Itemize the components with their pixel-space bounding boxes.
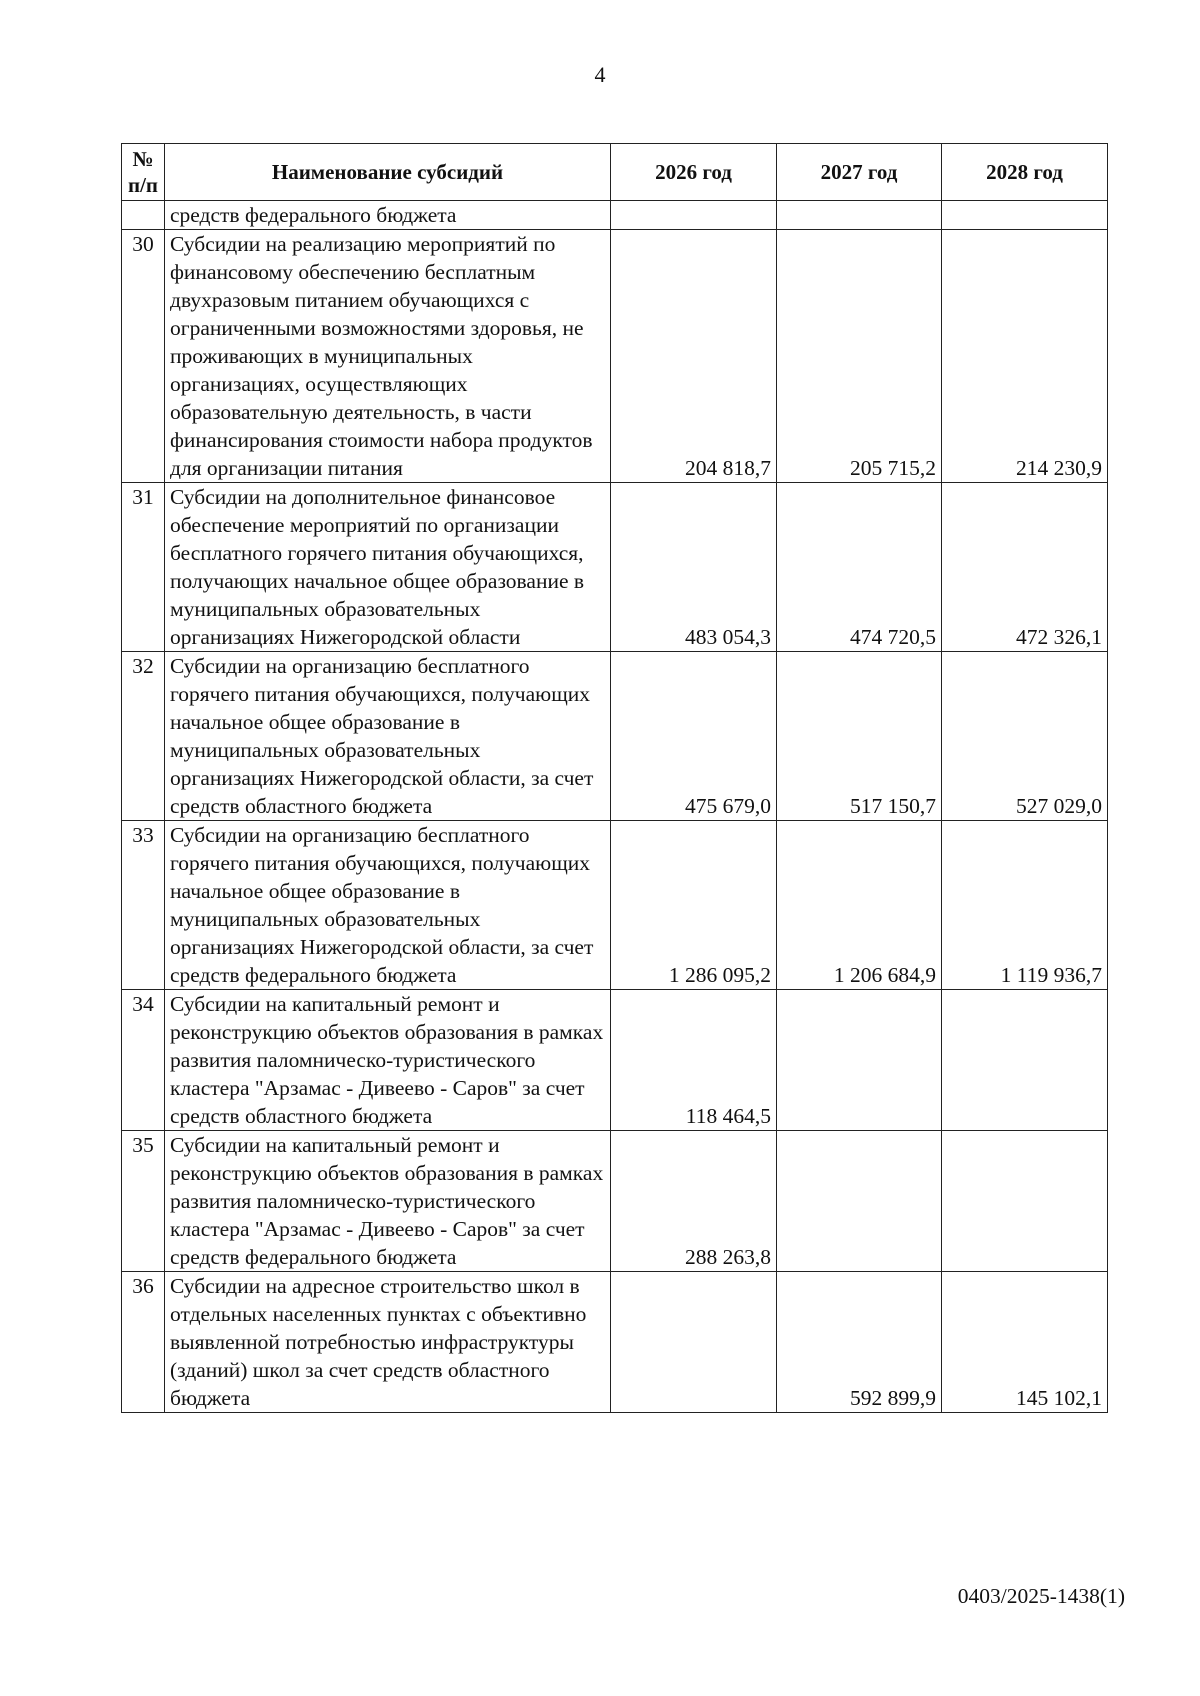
continuation-2028 [942, 201, 1108, 230]
row-number: 36 [122, 1272, 165, 1413]
value-2028: 214 230,9 [942, 230, 1108, 483]
table-row [122, 652, 1108, 821]
header-no: № п/п [122, 144, 165, 201]
value-2027 [777, 990, 942, 1131]
table-row [122, 1131, 1108, 1272]
table-row [122, 230, 1108, 483]
table-row [122, 821, 1108, 990]
row-number: 31 [122, 483, 165, 652]
value-2026: 475 679,0 [611, 652, 777, 821]
value-2028 [942, 990, 1108, 1131]
continuation-no [122, 201, 165, 230]
page-number: 4 [594, 62, 606, 87]
row-number: 30 [122, 230, 165, 483]
subsidy-name: Субсидии на реализацию мероприятий по финансовому обеспечению бесплатным двухразовым питанием обучающихся с ограниченными возможностями здоровья, не проживающих в муниципальных организациях, осуществляющих образовательную деятельность, в части финансирования стоимости набора продуктов для организации питания [165, 230, 611, 483]
subsidy-name: Субсидии на капитальный ремонт и реконструкцию объектов образования в рамках развития паломническо-туристического кластера "Арзамас - Дивеево - Саров" за счет средств областного бюджета [165, 990, 611, 1131]
row-number: 34 [122, 990, 165, 1131]
continuation-row [122, 201, 1108, 230]
value-2026: 483 054,3 [611, 483, 777, 652]
table-row [122, 483, 1108, 652]
subsidies-table [121, 143, 1108, 1413]
value-2027 [777, 1131, 942, 1272]
value-2027: 1 206 684,9 [777, 821, 942, 990]
header-name: Наименование субсидий [165, 144, 611, 201]
value-2028 [942, 1131, 1108, 1272]
subsidy-name: Субсидии на капитальный ремонт и реконструкцию объектов образования в рамках развития паломническо-туристического кластера "Арзамас - Дивеево - Саров" за счет средств федерального бюджета [165, 1131, 611, 1272]
table-row [122, 990, 1108, 1131]
row-number: 35 [122, 1131, 165, 1272]
header-2028: 2028 год [942, 144, 1108, 201]
subsidy-name: Субсидии на организацию бесплатного горячего питания обучающихся, получающих начальное общее образование в муниципальных образовательных организациях Нижегородской области, за счет средств федерального бюджета [165, 821, 611, 990]
row-number: 33 [122, 821, 165, 990]
continuation-2026 [611, 201, 777, 230]
header-2027: 2027 год [777, 144, 942, 201]
value-2026: 204 818,7 [611, 230, 777, 483]
subsidy-name: Субсидии на дополнительное финансовое обеспечение мероприятий по организации бесплатного горячего питания обучающихся, получающих начальное общее образование в муниципальных образовательных организациях Нижегородской области [165, 483, 611, 652]
value-2026 [611, 1272, 777, 1413]
row-number: 32 [122, 652, 165, 821]
value-2026: 1 286 095,2 [611, 821, 777, 990]
table-header-row [122, 144, 1108, 201]
value-2027: 517 150,7 [777, 652, 942, 821]
continuation-2027 [777, 201, 942, 230]
continuation-text: средств федерального бюджета [165, 201, 611, 230]
value-2027: 205 715,2 [777, 230, 942, 483]
header-2026: 2026 год [611, 144, 777, 201]
value-2026: 118 464,5 [611, 990, 777, 1131]
value-2028: 527 029,0 [942, 652, 1108, 821]
value-2028: 472 326,1 [942, 483, 1108, 652]
value-2028: 145 102,1 [942, 1272, 1108, 1413]
subsidy-name: Субсидии на организацию бесплатного горячего питания обучающихся, получающих начальное общее образование в муниципальных образовательных организациях Нижегородской области, за счет средств областного бюджета [165, 652, 611, 821]
value-2027: 474 720,5 [777, 483, 942, 652]
subsidy-name: Субсидии на адресное строительство школ в отдельных населенных пунктах с объективно выявленной потребностью инфраструктуры (зданий) школ за счет средств областного бюджета [165, 1272, 611, 1413]
document-code: 0403/2025-1438(1) [957, 1584, 1125, 1608]
table-row [122, 1272, 1108, 1413]
value-2026: 288 263,8 [611, 1131, 777, 1272]
value-2028: 1 119 936,7 [942, 821, 1108, 990]
value-2027: 592 899,9 [777, 1272, 942, 1413]
